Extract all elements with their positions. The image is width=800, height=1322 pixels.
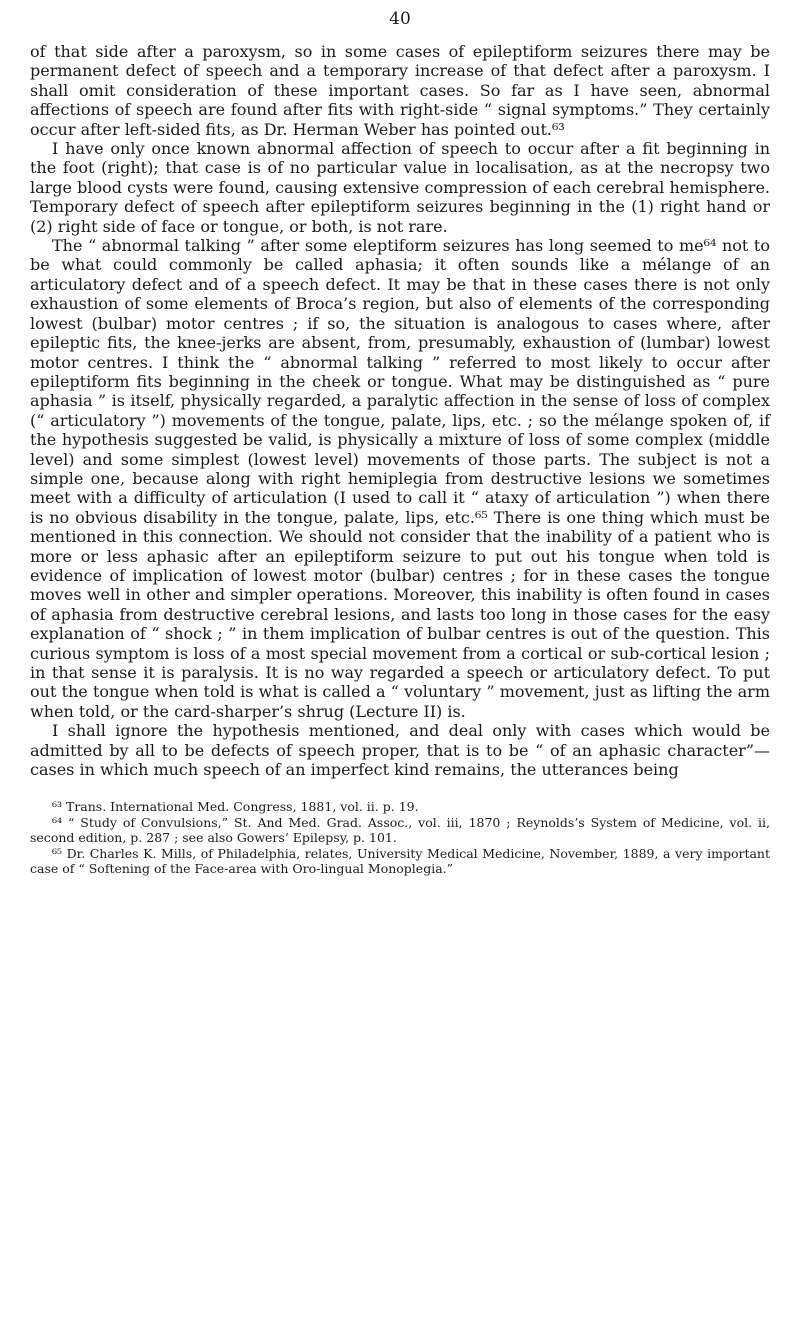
footnote: ⁶³ Trans. International Med. Congress, 1881, vol. ii. p. 19.: [52, 799, 419, 815]
footnote: ⁶⁴ “ Study of Convulsions,” St. And Med. Grad. Assoc., vol. iii, 1870 ; Reynolds’s System of Medicine, vol. ii, second edition, p. 287 ; see also Gowers’ Epilepsy, p. 101.: [30, 814, 770, 846]
paragraph: I shall ignore the hypothesis mentioned, and deal only with cases which would be admitted by all to be defects of speech proper, that is to be “ of an aphasic character”—cases in which much speech of an imperfect kind remains, the utterances being: [30, 721, 770, 780]
page-number: 40: [389, 9, 411, 29]
body-text: [30, 42, 770, 779]
paragraph: I have only once known abnormal affection of speech to occur after a fit beginning in the foot (right); that case is of no particular value in localisation, as at the necropsy two large blood cysts were found, causing extensive compression of each cerebral hemisphere. Temporary defect of speech after epileptiform seizures beginning in the (1) right hand or (2) right side of face or tongue, or both, is not rare.: [30, 139, 770, 236]
paragraph: of that side after a paroxysm, so in some cases of epileptiform seizures there may be permanent defect of speech and a temporary increase of that defect after a paroxysm. I shall omit consideration of these important cases. So far as I have seen, abnormal affections of speech are found after fits with right-side “ signal symptoms.” They certainly occur after left-sided fits, as Dr. Herman Weber has pointed out.⁶³: [30, 42, 770, 139]
paragraph: The “ abnormal talking ” after some eleptiform seizures has long seemed to me⁶⁴ not to be what could commonly be called aphasia; it often sounds like a mélange of an articulatory defect and of a speech defect. It may be that in these cases there is not only exhaustion of some elements of Broca’s region, but also of elements of the corresponding lowest (bulbar) motor centres ; if so, the situation is analogous to cases where, after epileptic fits, the knee-jerks are absent, from, presumably, exhaustion of (lumbar) lowest motor centres. I think the “ abnormal talking ” referred to most likely to occur after epileptiform fits beginning in the cheek or tongue. What may be distinguished as “ pure aphasia ” is itself, physically regarded, a paralytic affection in the sense of loss of complex (“ articulatory ”) movements of the tongue, palate, lips, etc. ; so the mélange spoken of, if the hypothesis suggested be valid, is physically a mixture of loss of some complex (middle level) and some simplest (lowest level) movements of those parts. The subject is not a simple one, because along with right hemiplegia from destructive lesions we sometimes meet with a difficulty of articulation (I used to call it “ ataxy of articulation ”) when there is no obvious disability in the tongue, palate, lips, etc.⁶⁵ There is one thing which must be mentioned in this connection. We should not consider that the inability of a patient who is more or less aphasic after an epileptiform seizure to put out his tongue when told is evidence of implication of lowest motor (bulbar) centres ; for in these cases the tongue moves well in other and simpler operations. Moreover, this inability is often found in cases of aphasia from destructive cerebral lesions, and lasts too long in those cases for the easy explanation of “ shock ; ” in them implication of bulbar centres is out of the question. This curious symptom is loss of a most special movement from a cortical or sub-cortical lesion ; in that sense it is paralysis. It is no way regarded a speech or articulatory defect. To put out the tongue when told is what is called a “ voluntary ” movement, just as lifting the arm when told, or the card-sharper’s shrug (Lecture II) is.: [30, 236, 770, 721]
footnotes: [30, 799, 770, 877]
footnote: ⁶⁵ Dr. Charles K. Mills, of Philadelphia, relates, University Medical Medicine, November, 1889, a very important case of “ Softening of the Face-area with Oro-lingual Monoplegia.”: [30, 845, 770, 877]
